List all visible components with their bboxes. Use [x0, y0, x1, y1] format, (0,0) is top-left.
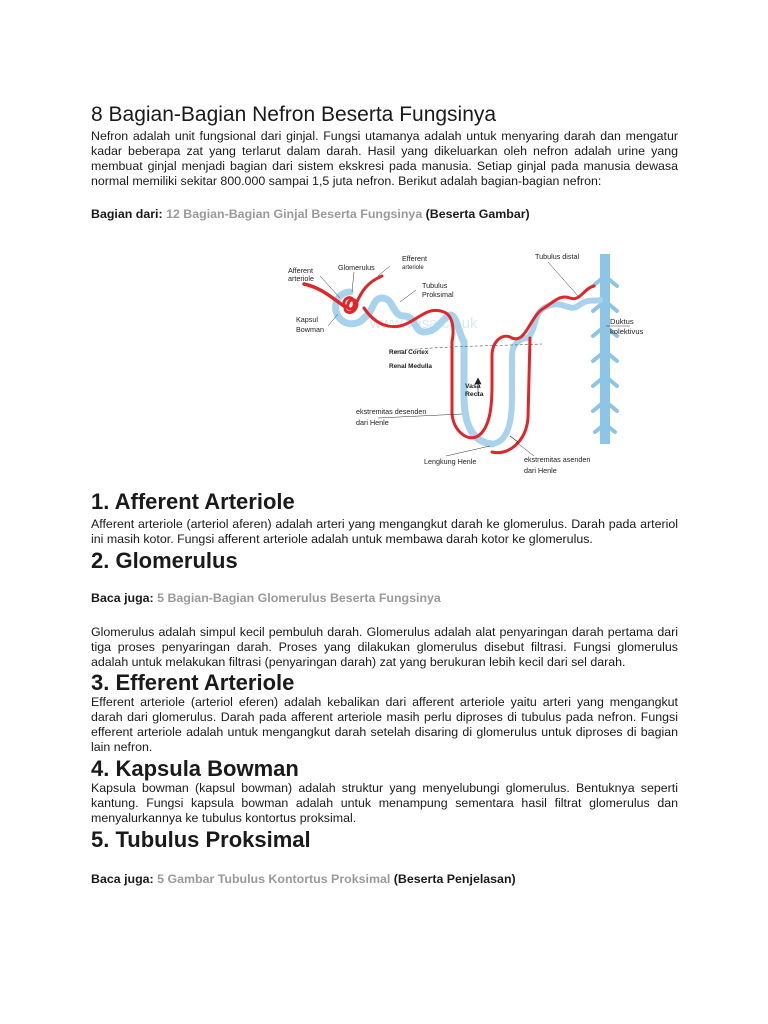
- source-suffix: (Beserta Gambar): [425, 207, 530, 221]
- source-reference: [91, 206, 530, 222]
- baca-juga-prefix: Baca juga:: [91, 872, 154, 886]
- nephron-diagram: [192, 246, 644, 480]
- label-recta: Recta: [465, 391, 484, 398]
- label-kapsul-line1: Kapsul: [296, 315, 318, 324]
- baca-juga-tubulus-link[interactable]: 5 Gambar Tubulus Kontortus Proksimal: [157, 872, 391, 886]
- section-3-heading: 3. Efferent Arteriole: [91, 670, 295, 695]
- label-asenden-line1: ekstremitas asenden: [524, 455, 591, 464]
- watermark: www.vasa.co.uk: [370, 315, 478, 332]
- section-1-body: Afferent arteriole (arteriol aferen) adalah arteri yang mengangkut darah ke glomerulus. Darah pada arteriol ini masih kotor. Fungsi afferent arteriole adalah untuk membawa darah kotor ke glomerulus.: [91, 517, 678, 546]
- label-tubulus-distal: Tubulus distal: [535, 252, 580, 261]
- intro-paragraph: Nefron adalah unit fungsional dari ginjal. Fungsi utamanya adalah untuk menyaring darah dan mengatur kadar beberapa zat yang terlarut dalam darah. Hasil yang dikeluarkan oleh nefron adalah urine yang membuat ginjal menjadi bagian dari sistem ekskresi pada manusia. Setiap ginjal pada manusia dewasa normal memiliki sekitar 800.000 sampai 1,5 juta nefron. Berikut adalah bagian-bagian nefron:: [91, 129, 678, 188]
- section-2-body: Glomerulus adalah simpul kecil pembuluh darah. Glomerulus adalah alat penyaringan darah pertama dari tiga proses penyaringan darah. Proses yang dilakukan glomerulus disebut filtrasi. Fungsi glomerulus adalah untuk melakukan filtrasi (penyaringan darah) zat yang berukuran lebih kecil dari sel darah.: [91, 625, 678, 669]
- label-efferent-line2: arteriole: [402, 265, 424, 271]
- section-4-heading: 4. Kapsula Bowman: [91, 756, 299, 781]
- label-duktus-line2: kolektivus: [610, 327, 644, 336]
- page-title: 8 Bagian-Bagian Nefron Beserta Fungsinya: [91, 103, 497, 126]
- label-kapsul-line2: Bowman: [296, 325, 324, 334]
- baca-juga-glomerulus: [91, 590, 441, 606]
- label-afferent-line1: Afferent: [288, 266, 314, 275]
- label-lengkung-henle: Lengkung Henle: [424, 457, 477, 466]
- section-5-heading: 5. Tubulus Proksimal: [91, 827, 311, 852]
- baca-juga-tubulus: [91, 871, 516, 887]
- section-4-body: Kapsula bowman (kapsul bowman) adalah struktur yang menyelubungi glomerulus. Bentuknya seperti kantung. Fungsi kapsula bowman adalah untuk menampung sementara hasil filtrat glomerulus dan menyalurkannya ke tubulus kontortus proksimal.: [91, 781, 678, 825]
- label-vasa: Vasa: [465, 383, 481, 390]
- label-tubulus-proksimal-line1: Tubulus: [422, 281, 448, 290]
- label-efferent-line1: Efferent: [402, 254, 428, 263]
- label-desenden-line2: dari Henle: [356, 418, 389, 427]
- label-duktus-line1: Duktus: [610, 317, 634, 326]
- label-renal-cortex: Renal Cortex: [389, 349, 429, 356]
- section-3-body: Efferent arteriole (arteriol eferen) adalah kebalikan dari afferent arteriole yaitu arteri yang mengangkut darah dari glomerulus. Darah pada afferent arteriole masih perlu diproses di tubulus pada nefron. Fungsi efferent arteriole adalah untuk mengangkut darah setelah disaring di glomerulus untuk diproses di bagian lain nefron.: [91, 695, 678, 754]
- section-2-heading: 2. Glomerulus: [91, 548, 238, 573]
- baca-juga-prefix: Baca juga:: [91, 591, 154, 605]
- baca-juga-glomerulus-link[interactable]: 5 Bagian-Bagian Glomerulus Beserta Fungsinya: [157, 591, 441, 605]
- label-glomerulus: Glomerulus: [338, 263, 375, 272]
- source-link[interactable]: 12 Bagian-Bagian Ginjal Beserta Fungsinya: [166, 207, 423, 221]
- baca-juga-suffix: (Beserta Penjelasan): [393, 872, 516, 886]
- source-prefix: Bagian dari:: [91, 207, 163, 221]
- section-1-heading: 1. Afferent Arteriole: [91, 489, 295, 514]
- label-tubulus-proksimal-line2: Proksimal: [422, 290, 454, 299]
- blood-vessels: [304, 276, 594, 453]
- label-afferent-line2: arteriole: [288, 274, 314, 283]
- label-desenden-line1: ekstremitas desenden: [356, 407, 427, 416]
- label-asenden-line2: dari Henle: [524, 466, 557, 475]
- collecting-duct: [593, 254, 617, 444]
- label-renal-medulla: Renal Medulla: [389, 363, 432, 370]
